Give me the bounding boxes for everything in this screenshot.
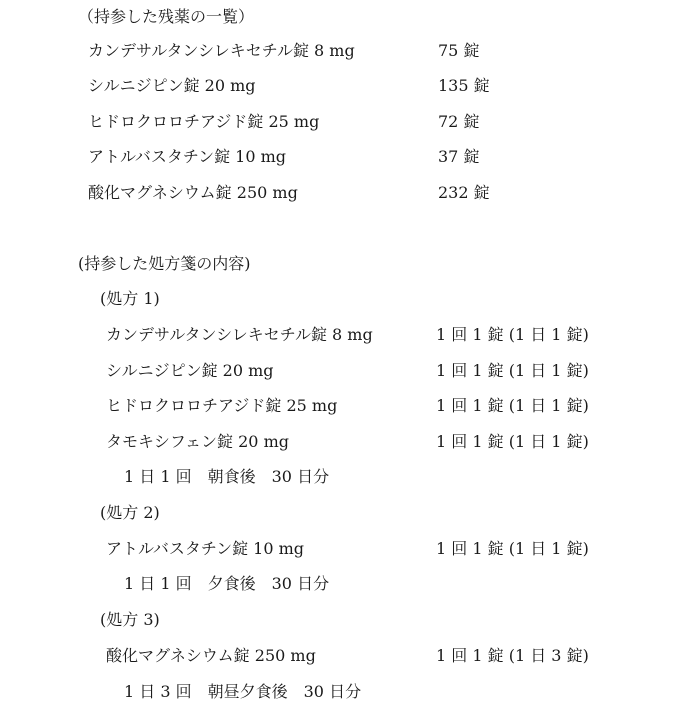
remaining-drug-name: 酸化マグネシウム錠 250 mg: [88, 183, 298, 202]
remaining-drug-name: ヒドロクロロチアジド錠 25 mg: [88, 112, 320, 131]
remaining-drug-qty: 232 錠: [438, 183, 490, 202]
remaining-drug-name: シルニジピン錠 20 mg: [88, 76, 256, 95]
rx-drug-dose: 1 回 1 錠 (1 日 1 錠): [436, 361, 589, 380]
rx-drug-name: ヒドロクロロチアジド錠 25 mg: [106, 396, 338, 415]
rx-drug-name: タモキシフェン錠 20 mg: [106, 432, 289, 451]
rx-drug-name: アトルバスタチン錠 10 mg: [106, 539, 305, 558]
remaining-drug-qty: 37 錠: [438, 147, 480, 166]
remaining-drug-qty: 72 錠: [438, 112, 480, 131]
rx-drug-name: シルニジピン錠 20 mg: [106, 361, 274, 380]
rx2-directions: 1 日 1 回 夕食後 30 日分: [124, 574, 330, 593]
rx1-directions: 1 日 1 回 朝食後 30 日分: [124, 467, 330, 486]
rx2-label: (処方 2): [100, 503, 160, 522]
rx3-label: (処方 3): [100, 610, 160, 629]
rx-drug-dose: 1 回 1 錠 (1 日 3 錠): [436, 646, 589, 665]
remaining-drugs-heading: （持参した残薬の一覧）: [78, 7, 255, 26]
rx1-label: (処方 1): [100, 289, 160, 308]
rx-drug-dose: 1 回 1 錠 (1 日 1 錠): [436, 325, 589, 344]
rx3-directions: 1 日 3 回 朝昼夕食後 30 日分: [124, 682, 362, 701]
rx-drug-dose: 1 回 1 錠 (1 日 1 錠): [436, 396, 589, 415]
rx-drug-name: 酸化マグネシウム錠 250 mg: [106, 646, 316, 665]
remaining-drug-name: カンデサルタンシレキセチル錠 8 mg: [88, 41, 355, 60]
rx-drug-dose: 1 回 1 錠 (1 日 1 錠): [436, 539, 589, 558]
remaining-drug-qty: 135 錠: [438, 76, 490, 95]
rx-drug-dose: 1 回 1 錠 (1 日 1 錠): [436, 432, 589, 451]
remaining-drug-qty: 75 錠: [438, 41, 480, 60]
rx-drug-name: カンデサルタンシレキセチル錠 8 mg: [106, 325, 373, 344]
prescription-heading: (持参した処方箋の内容): [78, 254, 251, 273]
remaining-drug-name: アトルバスタチン錠 10 mg: [88, 147, 287, 166]
